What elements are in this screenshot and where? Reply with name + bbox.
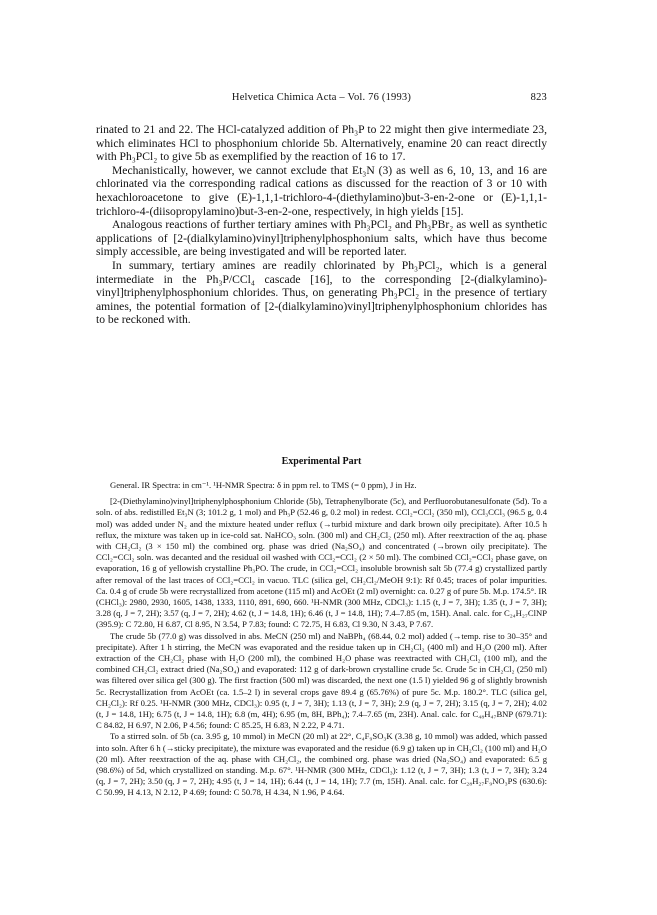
body-text <box>96 123 547 327</box>
experimental-section <box>96 480 547 799</box>
journal-title: Helvetica Chimica Acta – Vol. 76 (1993) <box>231 92 412 103</box>
section-heading: Experimental Part <box>281 456 362 467</box>
experimental-5d-procedure: To a stirred soln. of 5b (ca. 3.95 g, 10 mmol) in MeCN (20 ml) at 22°, C₄F₉SO₃K (3.38 g, 10 mmol) was added, which passed into soln. After 6 h (→sticky precipitate), the mixture was evaporated and the residue (6.9 g) taken up in CH₂Cl₂ (100 ml) and H₂O (20 ml). After reextraction of the aq. phase with CH₂Cl₂, the combined org. phase was dried (Na₂SO₄) and evaporated: 6.5 g (98.6%) of 5d, which crystallized on standing. M.p. 67°. ¹H-NMR (300 MHz, CDCl₃): 1.12 (t, J = 7, 3H); 1.3 (t, J = 7, 3H); 3.24 (q, J = 7, 2H); 3.50 (q, J = 7, 2H); 4.95 (t, J = 14, 1H); 6.44 (t, J = 14, 1H); 7.7 (m, 15H). Anal. calc. for C₂₈H₂₇F₉NO₃PS (630.6): C 50.99, H 4.13, N 2.12, P 4.69; found: C 50.78, H 4.34, N 1.96, P 4.64. <box>96 731 547 798</box>
paragraph-summary: In summary, tertiary amines are readily chlorinated by Ph₃PCl₂, which is a general intermediate in the Ph₃P/CCl₄ cascade [16], to the corresponding [2-(dialkylamino)-vinyl]triphenylphosphonium chlorides. Thus, on generating Ph₃PCl₂ in the presence of tertiary amines, the potential formation of [2-(dialkylamino)vinyl]triphenylphosphonium chlorides has to be reckoned with. <box>96 258 547 327</box>
paragraph-mechanism: Mechanistically, however, we cannot exclude that Et₃N (3) as well as 6, 10, 13, and 16 are chlorinated via the corresponding radical cations as discussed for the reaction of 3 or 10 with hexachloroacetone to give (E)-1,1,1-trichloro-4-(diethylamino)but-3-en-2-one or (E)-1,1,1-trichloro-4-(diisopropylamino)but-3-en-2-one, respectively, in high yields [15]. <box>96 163 547 218</box>
paragraph-analogous-reactions: Analogous reactions of further tertiary amines with Ph₃PCl₂ and Ph₃PBr₂ as well as synthetic applications of [2-(dialkylamino)vinyl]triphenylphosphonium salts, which have thus become simply accessible, are being investigated and will be reported later. <box>96 218 547 259</box>
experimental-5c-procedure: The crude 5b (77.0 g) was dissolved in abs. MeCN (250 ml) and NaBPh₄ (68.44, 0.2 mol) added (→temp. rise to 30–35° and precipitate). After 1 h stirring, the MeCN was evaporated and the residue taken up in CH₂Cl₂ (400 ml) and H₂O (200 ml). After extraction of the CH₂Cl₂ phase with H₂O (200 ml), the combined H₂O phase was reextracted with CH₂Cl₂ (100 ml), and the combined CH₂Cl₂ extract dried (Na₂SO₄) and evaporated: 112 g of dark-brown crystalline crude 5c. Crude 5c in CH₂Cl₂ (250 ml) was filtered over silica gel (300 g). The first fraction (500 ml) was discarded, the next one (1.5 l) yielded 96 g of slightly brownish 5c. Recrystallization from AcOEt (ca. 1.5–2 l) in several crops gave 89.4 g (65.76%) of pure 5c. M.p. 180.2°. TLC (silica gel, CH₂Cl₂): Rf 0.25. ¹H-NMR (300 MHz, CDCl₃): 0.95 (t, J = 7, 3H); 1.13 (t, J = 7, 3H); 2.9 (q, J = 7, 2H); 3.15 (q, J = 7, 2H); 4.02 (t, J = 14.8, 1H); 6.75 (t, J = 14.8, 1H); 6.8 (m, 4H); 6.95 (m, 8H, BPh₄); 7.4–7.65 (m, 23H). Anal. calc. for C₄₈H₄₇BNP (679.71): C 84.82, H 6.97, N 2.06, P 4.56; found: C 85.25, H 6.83, N 2.22, P 4.71. <box>96 630 547 731</box>
page-number: 823 <box>530 92 547 103</box>
experimental-5b-procedure: [2-(Diethylamino)vinyl]triphenylphosphonium Chloride (5b), Tetraphenylborate (5c), and Perfluorobutanesulfonate (5d). To a soln. of abs. redistilled Et₃N (3; 101.2 g, 1 mol) and Ph₃P (52.46 g, 0.2 mol) in redest. CCl₂=CCl₂ (350 ml), CCl₃CCl₃ (96.5 g, 0.4 mol) was added under N₂ and the mixture heated under reflux (→turbid mixture and dark brown oily precipitate). After 10.5 h reflux, the mixture was taken up in ice-cold sat. NaHCO₃ soln. (300 ml) and CH₂Cl₂ (250 ml). After reextraction of the aq. phase with CH₂Cl₂ (3 × 150 ml) the combined org. phase was dried (Na₂SO₄) and concentrated (→brown oily precipitate). The CCl₂=CCl₂ soln. was decanted and the residual oil washed with CCl₂=CCl₂ (2 × 50 ml). The combined CCl₂=CCl₂ phase gave, on evaporation, 16 g of yellowish crystalline Ph₃PO. The crude, in CCl₂=CCl₂ insoluble brownish salt 5b (77.4 g) crystallized partly after removal of the last traces of CCl₂=CCl₂ in vacuo. TLC (silica gel, CH₂Cl₂/MeOH 9:1): Rf 0.45; traces of polar impurities. Ca. 0.4 g of crude 5b were recrystallized from acetone (115 ml) and AcOEt (2 ml) overnight: ca. 0.27 g of pure 5b. M.p. 174.5°. IR (CHCl₃): 2980, 2930, 1605, 1438, 1333, 1110, 891, 690, 660. ¹H-NMR (300 MHz, CDCl₃): 1.15 (t, J = 7, 3H); 1.35 (t, J = 7, 3H); 3.28 (q, J = 7, 2H); 3.57 (q, J = 7, 2H); 4.62 (t, J = 14.8, 1H); 6.46 (t, J = 14.8, 1H); 7.4–7.85 (m, 15H). Anal. calc. for C₂₄H₂₇ClNP (395.9): C 72.80, H 6.87, Cl 8.95, N 3.54, P 7.83; found: C 72.75, H 6.83, Cl 9.30, N 3.43, P 7.67. <box>96 496 547 630</box>
paragraph-continuation: rinated to 21 and 22. The HCl-catalyzed addition of Ph₃P to 22 might then give intermediate 23, which eliminates HCl to phosphonium chloride 5b. Alternatively, enamine 20 can react directly with Ph₃PCl₂ to give 5b as exemplified by the reaction of 16 to 17. <box>96 123 547 164</box>
experimental-general: General. IR Spectra: in cm⁻¹. ¹H-NMR Spectra: δ in ppm rel. to TMS (= 0 ppm), J in Hz. <box>110 480 417 490</box>
